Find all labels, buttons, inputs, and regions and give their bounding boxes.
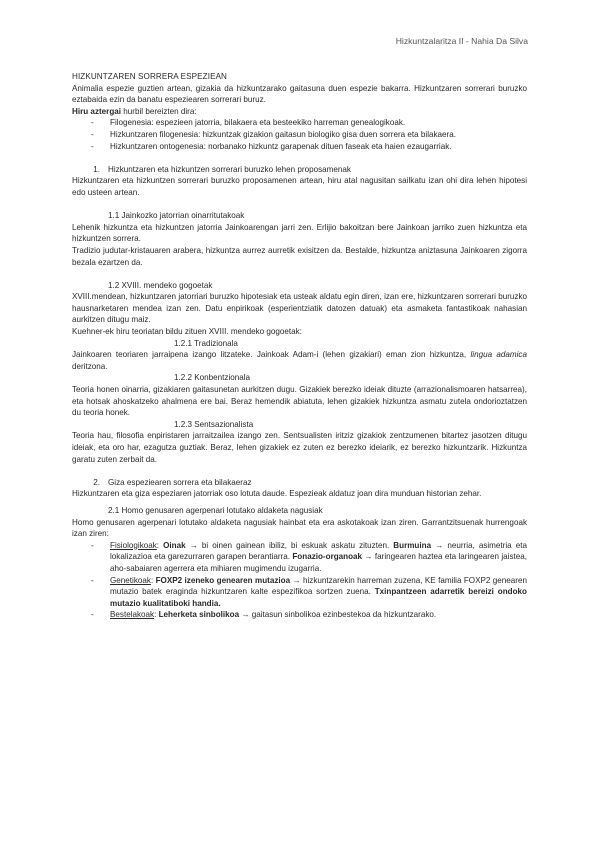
theory-1-title: 1.2.1 Tradizionala xyxy=(174,338,238,348)
section-1-intro: Hizkuntzaren eta hizkuntzen sorrerari buruzko proposamenen artean, hiru atal nagusitan sailkatu izan ohi dira lehen hipotesi edo usteen artean. xyxy=(72,176,527,197)
subsection-1-2-p2: Kuehner-ek hiru teoriatan bildu zituen XVIII. mendeko gogoetak: xyxy=(72,327,302,337)
text: → faringearen haztea eta laringearen jaistea, aho-sabaiaren agerrera eta mihiaren mugimendu izugarria. xyxy=(110,552,527,573)
theory-1-text-a: Jainkoaren teoriaren jarraipena izango litzateke. Jainkoak Adam-i (lehen gizakiari) eman zion hizkuntza, xyxy=(72,350,471,360)
term-foxp2: FOXP2 izeneko genearen mutazioa xyxy=(155,575,291,585)
section-title: Hizkuntzaren eta hizkuntzen sorrerari buruzko lehen proposamenak xyxy=(108,164,351,174)
theory-2-title: 1.2.2 Konbentzionala xyxy=(174,373,251,383)
section-2-heading xyxy=(72,477,527,489)
section-number: 2. xyxy=(93,477,100,487)
subsection-1-1-p2: Tradizio judutar-kristauaren arabera, hizkuntza aurrez aurretik exisitzen da. Bestalde, hizkuntza aniztasuna Jainkoaren zigorra bezala ezartzen da. xyxy=(72,245,527,267)
section-2-intro: Hizkuntzaren eta giza espeziaren jatorriak oso lotuta daude. Espezieak aldatuz joan dira munduan historian zehar. xyxy=(72,489,482,499)
three-topics-lead xyxy=(72,106,527,118)
text: → neurria, asimetria eta lokalizazioa eta garezurraren garapen berantiarra. xyxy=(110,540,527,562)
three-topics-lead-rest: hurbil bereizten dira: xyxy=(121,106,197,116)
other-label: Bestelakoak xyxy=(110,610,155,620)
document-title: HIZKUNTZAREN SORRERA ESPEZIEAN xyxy=(72,72,228,81)
subsection-1-2-p1: XVIII.mendean, hizkuntzaren jatorriari buruzko hipotesiak eta usteak aldatu egin diren, izan ere, hizkuntzaren sorrerari buruzko hausnarketaren mendea izan zen. Datu enpirikoak (esperientziatik datozen datuak) eta asmaketa fantastikoak nahasian aurkitzen ditugu maiz. xyxy=(72,292,527,325)
list-item: - Filogenesia: espezieen jatorria, bilakaera eta besteekiko harreman genealogikoak. xyxy=(72,117,527,129)
list-item: - Bestelakoak: Leherketa sinbolikoa → gaitasun sinbolikoa ezinbestekoa da hizkuntzarako. xyxy=(72,609,527,621)
physiological-label: Fisiologikoak xyxy=(110,540,157,550)
three-topics-lead-bold: Hiru aztergai xyxy=(72,106,122,116)
subsection-1-2-title: 1.2 XVIII. mendeko gogoetak xyxy=(108,280,213,290)
list-item: - Genetikoak: FOXP2 izeneko genearen mutazioa → hizkuntzarekin harreman zuzena, KE familia FOXP2 genearen mutazio batek eraginda hizkuntzaren kalte espezifikoa sortzen zuena. Txinpantzeen adarretik bereizi ondoko mutazio kualitatiboki handia. xyxy=(72,575,527,610)
text: → gaitasun sinbolikoa ezinbestekoa da hizkuntzarako. xyxy=(239,610,437,620)
subsection-2-1-intro: Homo genusaren agerpenari lotutako aldaketa nagusiak hainbat eta era askotakoak izan ziren. Garrantzitsuenak hurrengoak izan ziren: xyxy=(72,517,527,539)
theory-1-text-b: deritzona. xyxy=(72,361,108,371)
document-body xyxy=(72,71,527,621)
term-brain: Burmuina xyxy=(393,540,432,550)
theory-3-text: Teoria hau, filosofia enpiristaren jarraitzailea izango zen. Sentsualisten iritziz gizakiok zentzumenen bitartez jasotzen ditugu ideiak, eta oro har, ezagutza guztiak. Beraz, lehen gizakiek ez zuten ez berezko ideiarik, ez berezko hizkuntzarik. Hizkuntza garatu zuten zerbait da. xyxy=(72,431,527,464)
page-header: Hizkuntzalaritza II - Nahia Da Silva xyxy=(395,36,528,46)
theory-1-text xyxy=(72,349,527,372)
term-mutation: Txinpantzeen adarretik bereizi ondoko mutazio kualitatiboki handia. xyxy=(110,587,527,608)
term-phonation: Fonazio-organoak xyxy=(292,552,363,562)
section-number: 1. xyxy=(93,164,100,174)
text: → hizkuntzarekin harreman zuzena, KE familia FOXP2 genearen mutazio batek eraginda hizkuntzaren kalte espezifikoa sortzen zuena. xyxy=(110,575,527,597)
text: → bi oinen gainean ibiliz, bi eskuak askatu zituzten. xyxy=(185,540,394,550)
section-title: Giza espeziearen sorrera eta bilakaeraz xyxy=(108,477,252,487)
list-item: - Fisiologikoak: Oinak → bi oinen gainean ibiliz, bi eskuak askatu zituzten. Burmuina → neurria, asimetria eta lokalizazioa eta garezurraren garapen berantiarra. Fonazio-organoak → faringearen haztea eta laringearen jaistea, aho-sabaiaren agerrera eta mihiaren mugimendu izugarria. xyxy=(72,540,527,575)
list-item: - Hizkuntzaren filogenesia: hizkuntzak gizakion gaitasun biologiko gisa duen sorrera eta bilakaera. xyxy=(72,129,527,141)
section-1-heading xyxy=(72,164,527,176)
term-feet: Oinak xyxy=(163,540,186,550)
changes-list xyxy=(72,540,527,621)
subsection-1-1-p1: Lehenik hizkuntza eta hizkuntzen jatorria Jainkoarengan jarri zen. Erlijio bakoitzan bere Jainkoan jarriko zuen hizkuntza eta hizkuntzen sorrera. xyxy=(72,222,527,244)
term-symbolic: Leherketa sinbolikoa xyxy=(158,610,240,620)
subsection-2-1-title: 2.1 Homo genusaren agerpenari lotutako aldaketa nagusiak xyxy=(108,505,323,515)
subsection-1-1-title: 1.1 Jainkozko jatorrian oinarritutakoak xyxy=(108,211,245,221)
list-item: - Hizkuntzaren ontogenesia: norbanako hizkuntz garapenak dituen faseak eta haien ezaugarriak. xyxy=(72,141,527,153)
theory-3-title: 1.2.3 Sentsazionalista xyxy=(174,419,254,429)
intro-paragraph: Animalia espezie guztien artean, gizakia da hizkuntzarako gaitasuna duen espezie bakarra. Hizkuntzaren sorrerari buruzko eztabaida ezin da banatu espeziearen sorrerari buruz. xyxy=(72,83,527,105)
theory-2-text: Teoria honen oinarria, gizakiaren gaitasunetan aurkitzen dugu. Gizakiek berezko ideiak dituzte (arrazionalismoaren hatsarrea), eta hotsak ahoskatzeko ahalmena ere bai. Beraz hemendik abiatuta, lehen gizakiek hizkuntza asmatu zutela ondorioztatzen du teoria honek. xyxy=(72,385,527,418)
genetic-label: Genetikoak xyxy=(110,575,151,585)
three-topics-list xyxy=(72,117,527,152)
lingua-adamica-term: lingua adamica xyxy=(470,350,527,360)
